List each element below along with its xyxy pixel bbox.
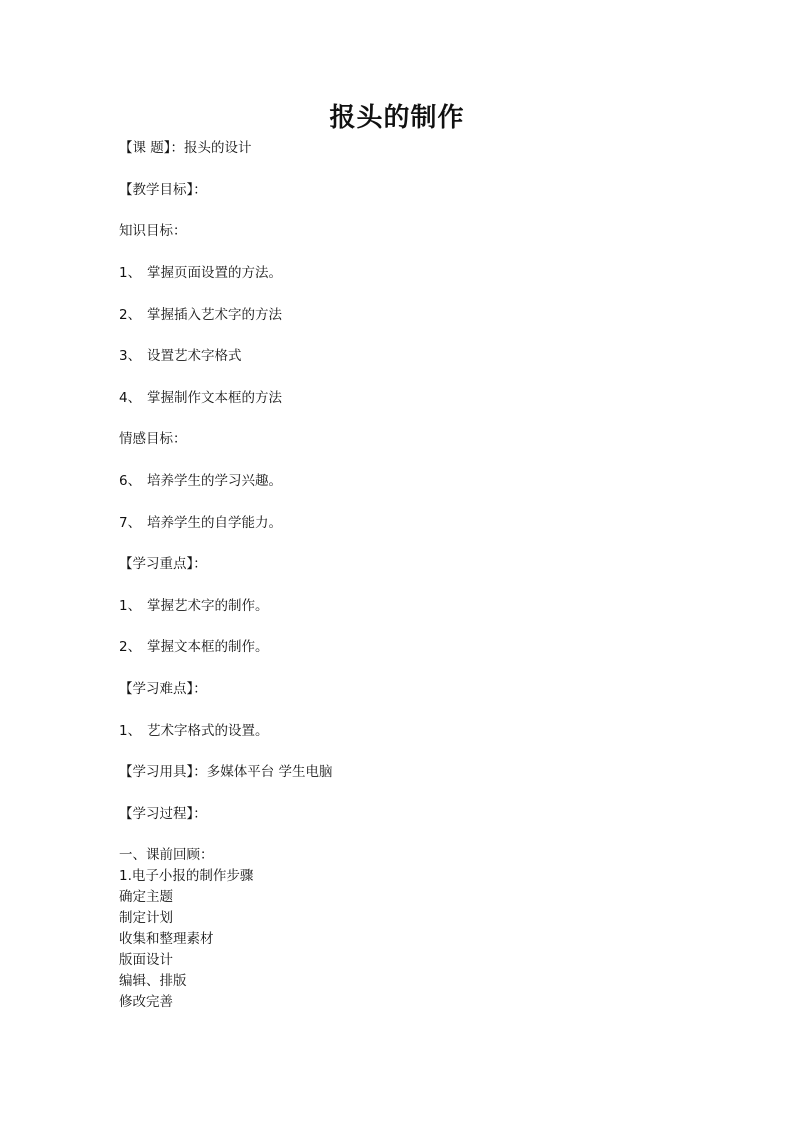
review-line: 编辑、排版 bbox=[119, 973, 187, 989]
list-number: 4、 bbox=[119, 390, 142, 406]
list-item bbox=[119, 514, 282, 532]
tools-line: 【学习用具】：多媒体平台 学生电脑 bbox=[119, 764, 333, 780]
list-number: 1、 bbox=[119, 598, 142, 614]
list-item bbox=[119, 722, 269, 740]
key-points-heading: 【学习重点】： bbox=[119, 556, 207, 572]
list-text: 设置艺术字格式 bbox=[147, 348, 242, 364]
list-item bbox=[119, 638, 269, 656]
list-item bbox=[119, 389, 282, 407]
list-text: 掌握插入艺术字的方法 bbox=[147, 307, 282, 323]
list-number: 7、 bbox=[119, 515, 142, 531]
list-item bbox=[119, 597, 269, 615]
list-item bbox=[119, 264, 282, 282]
review-line: 版面设计 bbox=[119, 952, 173, 968]
review-line: 收集和整理素材 bbox=[119, 931, 214, 947]
review-line: 修改完善 bbox=[119, 994, 173, 1010]
list-text: 艺术字格式的设置。 bbox=[147, 723, 269, 739]
process-heading: 【学习过程】： bbox=[119, 806, 207, 822]
list-text: 掌握页面设置的方法。 bbox=[147, 265, 282, 281]
list-number: 3、 bbox=[119, 348, 142, 364]
difficulties-heading: 【学习难点】： bbox=[119, 681, 207, 697]
document-title: 报头的制作 bbox=[329, 103, 465, 133]
review-line: 确定主题 bbox=[119, 889, 173, 905]
list-number: 1、 bbox=[119, 265, 142, 281]
knowledge-heading: 知识目标： bbox=[119, 223, 187, 239]
list-text: 掌握文本框的制作。 bbox=[147, 639, 269, 655]
review-line: 制定计划 bbox=[119, 910, 173, 926]
list-text: 掌握艺术字的制作。 bbox=[147, 598, 269, 614]
list-number: 6、 bbox=[119, 473, 142, 489]
course-line: 【课 题】：报头的设计 bbox=[119, 140, 252, 156]
review-line: 1.电子小报的制作步骤 bbox=[119, 868, 254, 884]
list-item bbox=[119, 306, 282, 324]
review-heading: 一、课前回顾： bbox=[119, 847, 214, 863]
list-text: 掌握制作文本框的方法 bbox=[147, 390, 282, 406]
list-number: 1、 bbox=[119, 723, 142, 739]
list-number: 2、 bbox=[119, 639, 142, 655]
list-number: 2、 bbox=[119, 307, 142, 323]
list-item bbox=[119, 347, 242, 365]
list-item bbox=[119, 472, 282, 490]
objectives-heading: 【教学目标】： bbox=[119, 182, 207, 198]
list-text: 培养学生的自学能力。 bbox=[147, 515, 282, 531]
emotion-heading: 情感目标： bbox=[119, 431, 187, 447]
list-text: 培养学生的学习兴趣。 bbox=[147, 473, 282, 489]
